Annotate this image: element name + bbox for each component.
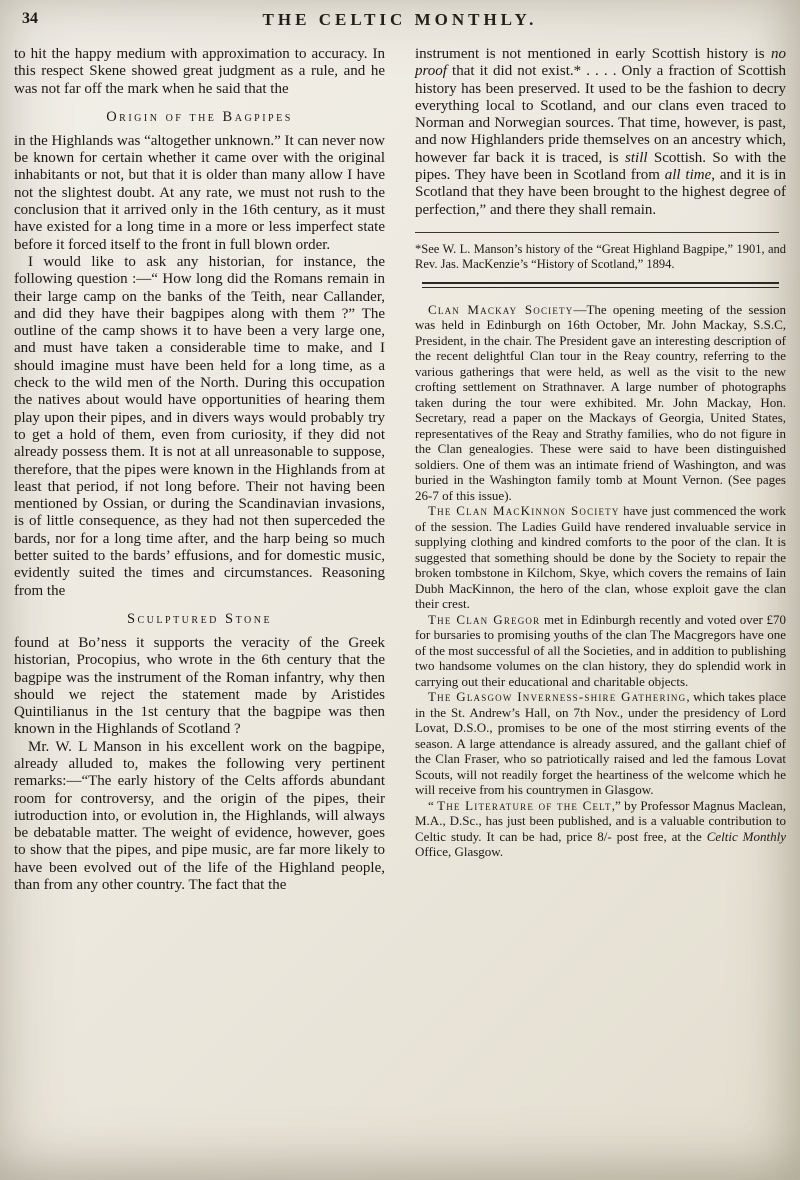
page-title: THE CELTIC MONTHLY. [262, 10, 538, 29]
right-column [415, 46, 786, 894]
article-paragraph: Mr. W. L Manson in his excellent work on the bagpipe, already alluded to, makes the following very pertinent remarks:—“The early history of the Celts affords abundant room for controversy, and the origin of the pipes, their iutroduction into, or evolution in, the Highlands, will always be debatable matter. The weight of evidence, however, goes to show that the pipes, and pipe music, are far more likely to have been evolved out of the life of the Highland people, than from any other country. The fact that the [14, 738, 385, 894]
news-item-glasgow-gathering: The Glasgow Inverness-shire Gathering, which takes place in the St. Andrew’s Hall, on 7th Nov., under the presidency of Lord Lovat, D.S.O., promises to be one of the most stirring events of the season. A large attendance is already assured, and the gallant chief of the Clan Fraser, who so patriotically raised and led the famous Lovat Scouts, will not readily forget the heartiness of the welcome which he will receive from his countrymen in Glasgow. [415, 689, 786, 798]
section-heading-sculptured-stone: Sculptured Stone [126, 610, 273, 627]
news-item-clan-mackinnon: The Clan MacKinnon Society have just commenced the work of the session. The Ladies Guild have rendered invaluable service in supplying clothing and kindred comforts to the poor of the clan. It is suggested that something should be done by the Society to repair the broken tombstone in Kilchom, Skye, which covers the remains of Iain Dubh MacKinnon, the hero of the clan, whose exploit gave the clan their crest. [415, 503, 786, 612]
article-paragraph: to hit the happy medium with approximation to accuracy. In this respect Skene showed great judgment as a rule, and he was not far off the mark when he said that the [14, 46, 385, 97]
two-column-layout [14, 46, 786, 894]
article-paragraph: found at Bo’ness it supports the veracity of the Greek historian, Procopius, who wrote in the 6th century that the bagpipe was the instrument of the Roman infantry, why then should we reject the statement made by Aristides Quintilianus in the 1st century that the bagpipe was then known in the Highlands of Scotland ? [14, 634, 385, 738]
page-header [14, 6, 786, 32]
section-divider-rule [422, 282, 778, 288]
article-paragraph: I would like to ask any historian, for instance, the following question :—“ How long did the Romans remain in their large camp on the banks of the Teith, near Callander, and did they have their bagpipes along with them ?” The outline of the camp shows it to have been a very large one, and must have taken a considerable time to make, and I should imagine must have been held for a long time, as a check to the wild men of the North. During this occupation the natives about would have opportunities of hearing them play upon their pipes, and in divers ways would probably try to get a hold of them, even from curiosity, if they did not already possess them. It is not at all unreasonable to suppose, therefore, that the pipes were known in the Highlands from at least that period, if not long before. Their not having been mentioned by Ossian, or during the Scandinavian invasions, is of little consequence, as they had not then superceded the bards, nor for a long time after, and the harp being so much better suited to the bards’ effusions, and for domestic music, evidently suited the times and circumstances. Reasoning from the [14, 253, 385, 599]
article-paragraph: in the Highlands was “altogether unknown.” It can never now be known for certain whether it came over with the original inhabitants or not, but that it is older than many allow I have not the slightest doubt. At any rate, we must not rush to the conclusion that it arrived only in the 16th century, as it must have existed for a long time in a more or less imperfect state before it forced itself to the front in full blown order. [14, 132, 385, 253]
section-heading-origin-of-the-bagpipes: Origin of the Bagpipes [106, 108, 293, 125]
news-item-literature-of-the-celt: “ The Literature of the Celt,” by Professor Magnus Maclean, M.A., D.Sc., has just been published, and is a valuable contribution to Celtic study. It can be had, price 8/- post free, at the Celtic Monthly Office, Glasgow. [415, 797, 787, 860]
footnote: *See W. L. Manson’s history of the “Great Highland Bagpipe,” 1901, and Rev. Jas. MacKenzie’s “History of Scotland,” 1894. [415, 241, 786, 271]
article-paragraph: instrument is not mentioned in early Scottish history is no proof that it did not exist.* . . . . Only a fraction of Scottish history has been preserved. It used to be the fashion to decry everything local to Scotland, and our clans even traced to Norman and Norwegian sources. That time, however, is past, and now Highlanders pride themselves on an ancestry which, however far back it is traced, is still Scottish. So with the pipes. They have been in Scotland from all time, and it is in Scotland that they have been brought to the highest degree of perfection,” and there they shall remain. [415, 46, 786, 218]
footnote-rule [415, 232, 779, 233]
news-item-clan-mackay: Clan Mackay Society—The opening meeting of the session was held in Edinburgh on 16th October, Mr. John Mackay, S.S.C, President, in the chair. The President gave an interesting description of the recent delightful Clan tour in the Reay country, referring to the various gatherings that were held, as well as the visit to the new crofting settlement on Strathnaver. A large number of photographs taken during the tour were exhibited. Mr. John Mackay, Hon. Secretary, read a paper on the Mackays of Georgia, United States, representatives of the Reay and Strathy families, who do not figure in the Clan genealogies. These were said to have been distinguished soldiers. One of them was an intimate friend of Washington, and was buried in the Washington family tomb at Mount Vernon. (See pages 26-7 of this issue). [415, 301, 786, 503]
left-column [14, 46, 385, 894]
page-number: 34 [22, 10, 38, 27]
news-item-clan-gregor: The Clan Gregor met in Edinburgh recently and voted over £70 for bursaries to promising youths of the clan The Macgregors have one of the most successful of all the Societies, and in addition to publishing two handsome volumes on the clan history, they do splendid work in carrying out their educational and charitable objects. [415, 611, 786, 689]
